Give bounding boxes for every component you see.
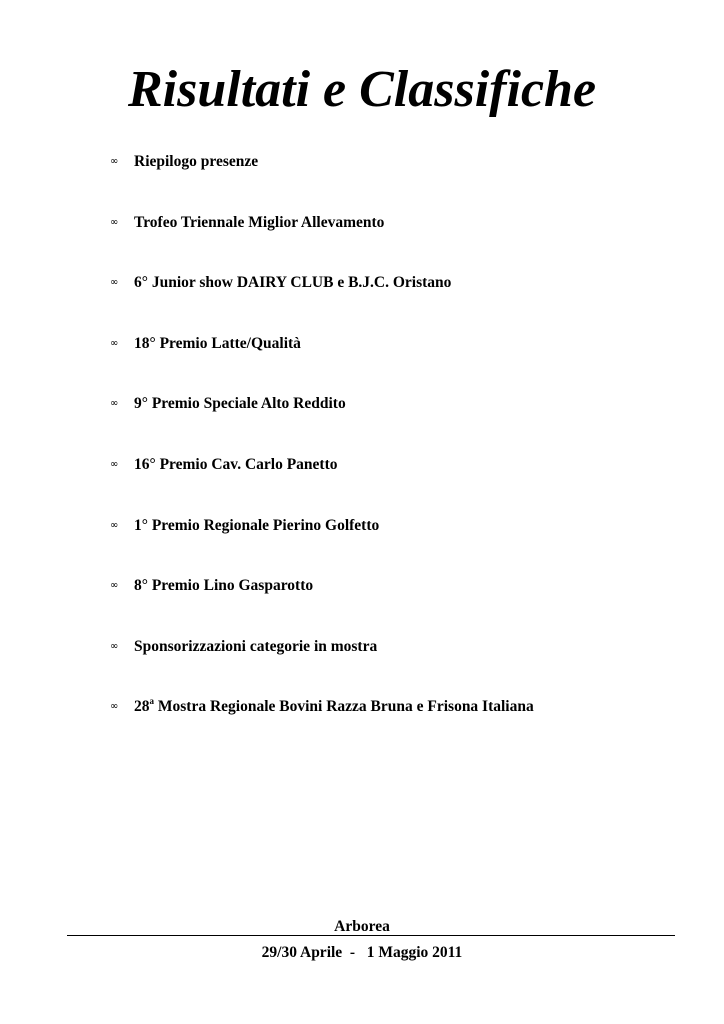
list-item — [110, 150, 534, 211]
footer-place: Arborea — [334, 918, 390, 935]
ordinal-number: 28 — [134, 698, 150, 716]
list-item-label: 6° Junior show DAIRY CLUB e B.J.C. Oristano — [134, 274, 452, 292]
list-item-label: Riepilogo presenze — [134, 153, 259, 170]
list-item-label-rest: Mostra Regionale Bovini Razza Bruna e Frisona Italiana — [154, 698, 534, 716]
list-item — [110, 332, 534, 393]
ordinal-superscript: a — [149, 696, 154, 707]
list-item-label: 9° Premio Speciale Alto Reddito — [134, 395, 346, 413]
infinity-bullet-icon: ∞ — [110, 580, 119, 592]
list-item — [110, 453, 534, 514]
infinity-bullet-icon: ∞ — [110, 216, 119, 228]
infinity-bullet-icon: ∞ — [110, 156, 119, 167]
infinity-bullet-icon: ∞ — [110, 277, 119, 289]
list-item — [110, 574, 534, 635]
list-item — [110, 514, 534, 575]
infinity-bullet-icon: ∞ — [110, 398, 119, 410]
list-item — [110, 392, 534, 453]
footer-divider — [67, 935, 675, 936]
page-title: Risultati e Classifiche — [127, 61, 597, 118]
list-item — [110, 635, 534, 696]
list-item — [110, 271, 534, 332]
infinity-bullet-icon: ∞ — [110, 458, 119, 470]
footer-dates: 29/30 Aprile - 1 Maggio 2011 — [261, 944, 463, 961]
list-item-label: 1° Premio Regionale Pierino Golfetto — [134, 516, 380, 534]
list-item — [110, 211, 534, 272]
infinity-bullet-icon: ∞ — [110, 701, 119, 713]
list-item-label — [134, 695, 534, 719]
results-list — [110, 150, 534, 756]
infinity-bullet-icon: ∞ — [110, 640, 119, 652]
list-item-label: 16° Premio Cav. Carlo Panetto — [134, 455, 338, 473]
list-item-label: Sponsorizzazioni categorie in mostra — [134, 637, 378, 655]
list-item — [110, 695, 534, 756]
list-item-label: Trofeo Triennale Miglior Allevamento — [134, 213, 385, 231]
list-item-label: 8° Premio Lino Gasparotto — [134, 577, 314, 595]
infinity-bullet-icon: ∞ — [110, 519, 119, 531]
infinity-bullet-icon: ∞ — [110, 337, 119, 349]
list-item-label: 18° Premio Latte/Qualità — [134, 334, 301, 352]
